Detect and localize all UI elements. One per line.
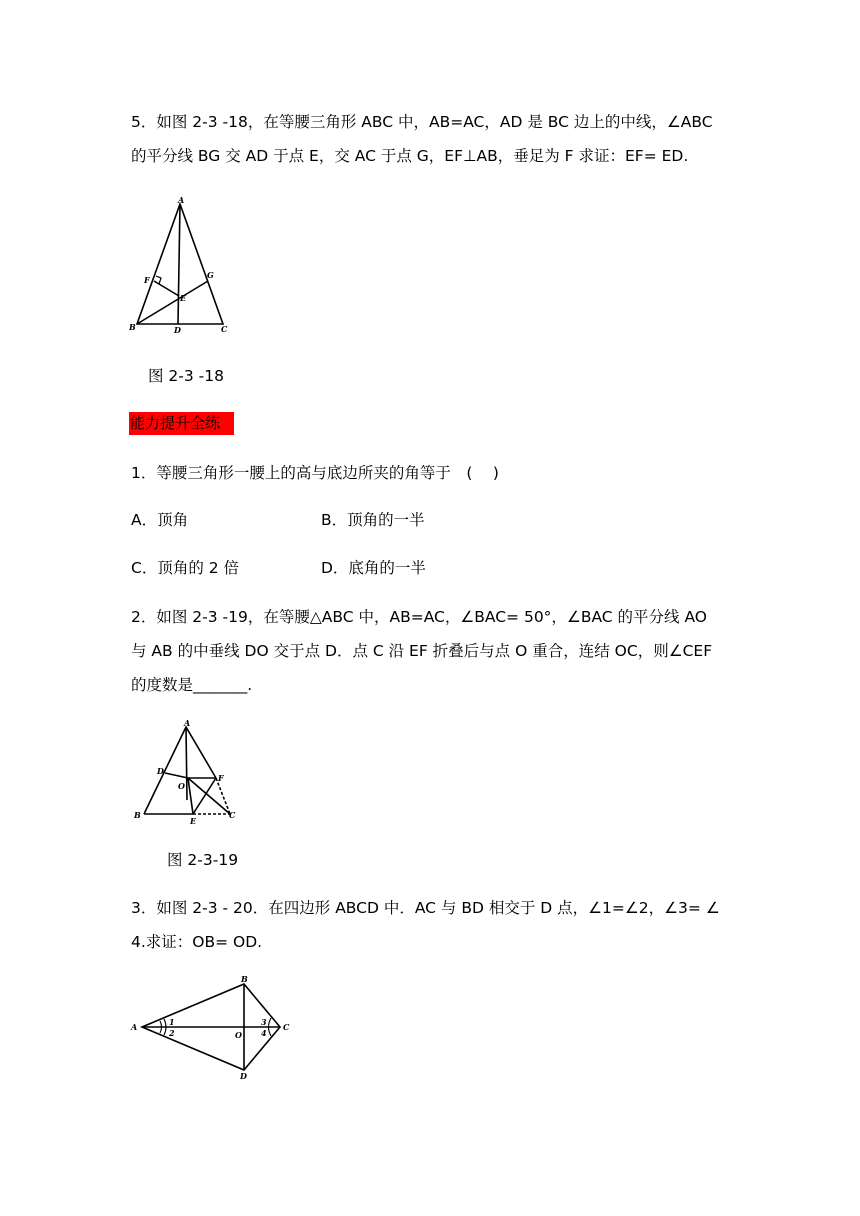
label-c: C [221, 324, 228, 334]
label-o: O [235, 1030, 242, 1040]
label-a: A [131, 1022, 138, 1032]
segment-do [165, 773, 188, 778]
label-e: E [190, 816, 197, 826]
question-1-option-a: A．顶角 [131, 511, 189, 529]
median-ad [178, 204, 180, 324]
question-2-line-2: 与 AB 的中垂线 DO 交于点 D．点 C 沿 EF 折叠后与点 O 重合，连结 OC，则∠CEF [131, 642, 713, 660]
angle-label-3: 3 [261, 1017, 267, 1027]
question-3-line-2: 4.求证：OB= OD. [131, 933, 263, 951]
segment-ef [193, 778, 216, 814]
question-3-line-1: 3．如图 2-3 - 20．在四边形 ABCD 中．AC 与 BD 相交于 D 点，∠1=∠2，∠3= ∠ [131, 899, 720, 917]
question-1-stem: 1．等腰三角形一腰上的高与底边所夹的角等于 ( ) [131, 464, 499, 482]
sides-ab-af [144, 727, 216, 814]
label-o: O [178, 781, 185, 791]
label-d: D [174, 325, 181, 335]
label-d: D [157, 766, 164, 776]
label-b: B [134, 810, 141, 820]
figure-caption-2-3-18: 图 2-3 -18 [148, 367, 224, 385]
problem-5-line-2: 的平分线 BG 交 AD 于点 E，交 AC 于点 G，EF⊥AB，垂足为 F 求证：EF= ED. [131, 147, 689, 165]
figure-2-3-19 [130, 718, 245, 828]
figure-2-3-20 [128, 972, 298, 1087]
question-1-option-b: B．顶角的一半 [321, 511, 425, 529]
label-a: A [178, 195, 185, 205]
bisector-ao [186, 727, 187, 800]
label-b: B [241, 974, 248, 984]
label-f: F [144, 275, 150, 285]
angle-label-4: 4 [261, 1028, 267, 1038]
problem-5-line-1: 5．如图 2-3 -18，在等腰三角形 ABC 中，AB=AC，AD 是 BC 边上的中线，∠ABC [131, 113, 713, 131]
label-f: F [218, 773, 224, 783]
angle-label-1: 1 [169, 1017, 175, 1027]
label-c: C [283, 1022, 290, 1032]
angle-label-2: 2 [169, 1028, 175, 1038]
label-e: E [180, 293, 187, 303]
figure-2-3-18 [125, 195, 235, 340]
question-2-line-1: 2．如图 2-3 -19，在等腰△ABC 中，AB=AC，∠BAC= 50°，∠BAC 的平分线 AO [131, 608, 707, 626]
segment-ef [154, 281, 179, 296]
label-g: G [207, 270, 214, 280]
bisector-bg [137, 281, 208, 324]
label-c: C [229, 810, 236, 820]
figure-caption-2-3-19: 图 2-3-19 [167, 851, 239, 869]
question-1-option-d: D．底角的一半 [321, 559, 426, 577]
question-1-option-c: C．顶角的 2 倍 [131, 559, 240, 577]
question-2-line-3: 的度数是_______. [131, 676, 253, 694]
segment-oc [188, 778, 230, 814]
label-d: D [240, 1071, 247, 1081]
label-a: A [184, 718, 191, 728]
section-title-badge: 能力提升全练 [129, 412, 234, 435]
segment-oe [188, 778, 193, 814]
label-b: B [129, 322, 136, 332]
